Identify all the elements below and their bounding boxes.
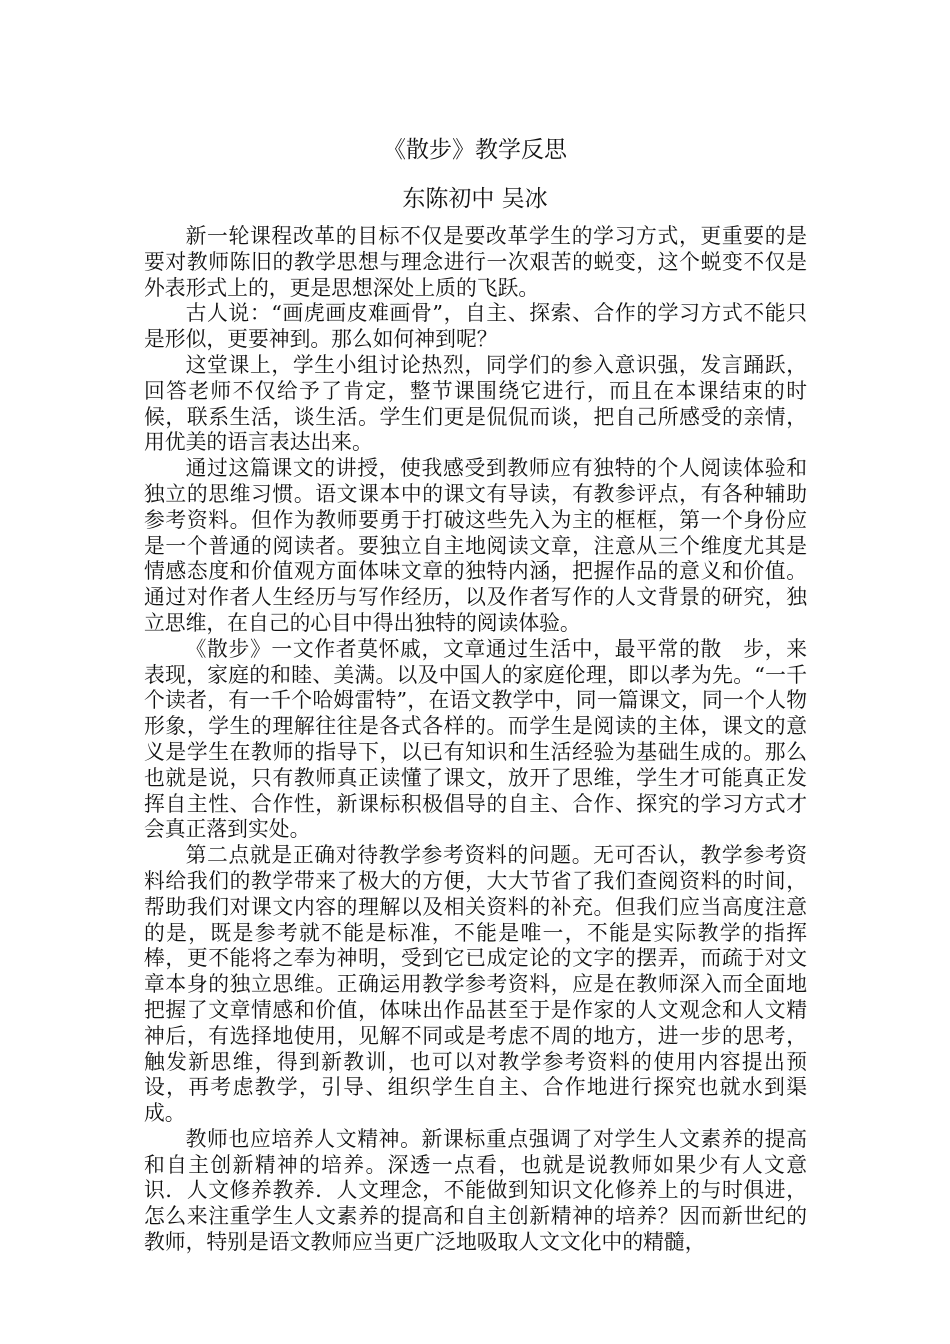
document-title: 《散步》教学反思 [383, 137, 567, 163]
paragraph-1: 新一轮课程改革的目标不仅是要改革学生的学习方式，更重要的是要对教师陈旧的教学思想与理念进行一次艰苦的蜕变，这个蜕变不仅是外表形式上的，更是思想深处上质的飞跃。 [144, 224, 807, 300]
document-body [144, 224, 807, 1256]
paragraph-3: 这堂课上，学生小组讨论热烈，同学们的参入意识强，发言踊跃，回答老师不仅给予了肯定，整节课围绕它进行，而且在本课结束的时候，联系生活，谈生活。学生们更是侃侃而谈，把自己所感受的亲情，用优美的语言表达出来。 [144, 352, 807, 455]
document-author: 东陈初中 吴冰 [402, 186, 548, 212]
paragraph-6: 第二点就是正确对待教学参考资料的问题。无可否认，教学参考资料给我们的教学带来了极大的方便，大大节省了我们查阅资料的时间，帮助我们对课文内容的理解以及相关资料的补充。但我们应当高度注意的是，既是参考就不能是标准，不能是唯一，不能是实际教学的指挥棒，更不能将之奉为神明，受到它已成定论的文字的摆弄，而疏于对文章本身的独立思维。正确运用教学参考资料，应是在教师深入而全面地把握了文章情感和价值，体味出作品甚至于是作家的人文观念和人文精神后，有选择地使用，见解不同或是考虑不周的地方，进一步的思考，触发新思维，得到新教训，也可以对教学参考资料的使用内容提出预设，再考虑教学，引导、组织学生自主、合作地进行探究也就水到渠成。 [144, 843, 807, 1126]
paragraph-2: 古人说：“画虎画皮难画骨”，自主、探索、合作的学习方式不能只是形似，更要神到。那么如何神到呢？ [144, 301, 807, 352]
paragraph-5: 《散步》一文作者莫怀戚，文章通过生活中，最平常的散 步，来表现，家庭的和睦、美满。以及中国人的家庭伦理，即以孝为先。“一千个读者，有一千个哈姆雷特”，在语文教学中，同一篇课文，同一个人物形象，学生的理解往往是各式各样的。而学生是阅读的主体，课文的意义是学生在教师的指导下，以已有知识和生活经验为基础生成的。那么也就是说，只有教师真正读懂了课文，放开了思维，学生才可能真正发挥自主性、合作性，新课标积极倡导的自主、合作、探究的学习方式才会真正落到实处。 [144, 636, 807, 842]
paragraph-4: 通过这篇课文的讲授，使我感受到教师应有独特的个人阅读体验和独立的思维习惯。语文课本中的课文有导读，有教参评点，有各种辅助参考资料。但作为教师要勇于打破这些先入为主的框框，第一个身份应是一个普通的阅读者。要独立自主地阅读文章，注意从三个维度尤其是情感态度和价值观方面体味文章的独特内涵，把握作品的意义和价值。通过对作者人生经历与写作经历，以及作者写作的人文背景的研究，独立思维，在自己的心目中得出独特的阅读体验。 [144, 456, 807, 635]
paragraph-7: 教师也应培养人文精神。新课标重点强调了对学生人文素养的提高和自主创新精神的培养。深透一点看，也就是说教师如果少有人文意识．人文修养教养．人文理念，不能做到知识文化修养上的与时俱进，怎么来注重学生人文素养的提高和自主创新精神的培养？因而新世纪的教师，特别是语文教师应当更广泛地吸取人文文化中的精髓， [144, 1126, 807, 1255]
